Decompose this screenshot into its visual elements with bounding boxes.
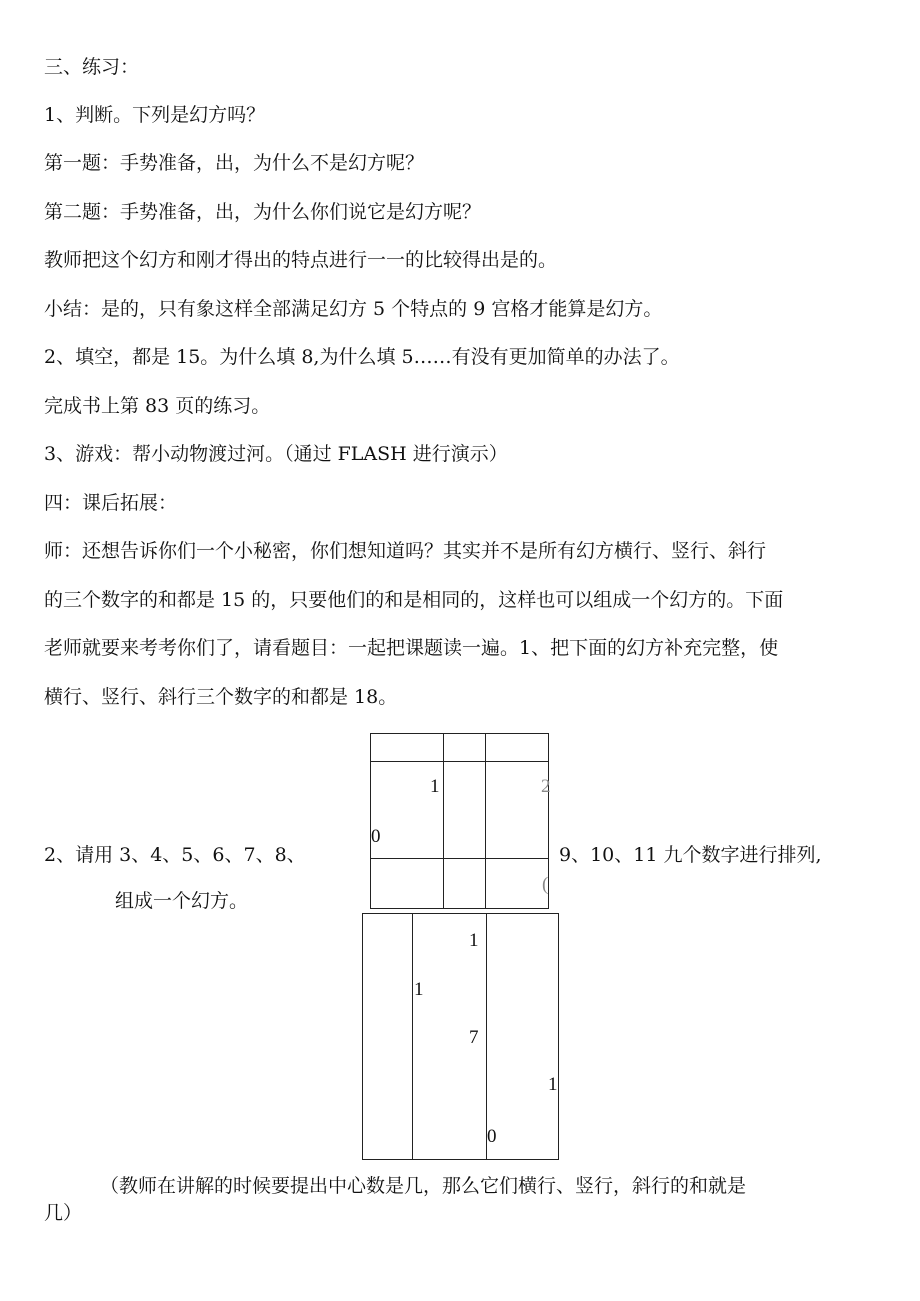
grid-cell-value: 2 [541,776,551,797]
section-heading-extension: 四：课后拓展： [44,492,178,514]
text-line: 2、填空，都是 15。为什么填 8,为什么填 5……有没有更加简单的办法了。 [44,346,680,368]
text-line: 第一题：手势准备，出，为什么不是幻方呢？ [44,152,425,174]
text-line: 小结：是的，只有象这样全部满足幻方 5 个特点的 9 宫格才能算是幻方。 [44,298,663,320]
grid-cell-value: ( [542,874,549,895]
grid-cell-value: 0 [487,1126,497,1147]
text-line: 老师就要来考考你们了，请看题目：一起把课题读一遍。1、把下面的幻方补充完整，使 [44,637,779,659]
grid-cell-value: 0 [371,826,381,847]
text-line: 完成书上第 83 页的练习。 [44,395,271,417]
text-line: 3、游戏：帮小动物渡过河。（通过 FLASH 进行演示） [44,443,508,465]
question-2-right: 9、10、11 九个数字进行排列, [559,844,822,866]
text-line: 教师把这个幻方和刚才得出的特点进行一一的比较得出是的。 [44,249,558,271]
grid-cell-value: 7 [469,1027,479,1048]
question-2-left: 2、请用 3、4、5、6、7、8、 [44,844,306,866]
closing-note-line-1: （教师在讲解的时候要提出中心数是几，那么它们横行、竖行，斜行的和就是 [100,1175,747,1197]
text-line: 1、判断。下列是幻方吗？ [44,104,266,126]
text-line: 师：还想告诉你们一个小秘密，你们想知道吗？其实并不是所有幻方横行、竖行、斜行 [44,540,767,562]
text-line: 第二题：手势准备，出，为什么你们说它是幻方呢？ [44,201,482,223]
grid-cell-value: 1 [414,979,424,1000]
grid-cell-value: 1 [430,776,440,797]
grid-cell-value: 1 [469,930,479,951]
grid-cell-value: 1 [548,1074,558,1095]
closing-note-line-2: 几） [44,1202,83,1224]
question-2-second-line: 组成一个幻方。 [115,890,249,912]
text-line: 的三个数字的和都是 15 的，只要他们的和是相同的，这样也可以组成一个幻方的。下面 [44,589,784,611]
text-line: 横行、竖行、斜行三个数字的和都是 18。 [44,686,398,708]
section-heading-practice: 三、练习： [44,56,140,78]
